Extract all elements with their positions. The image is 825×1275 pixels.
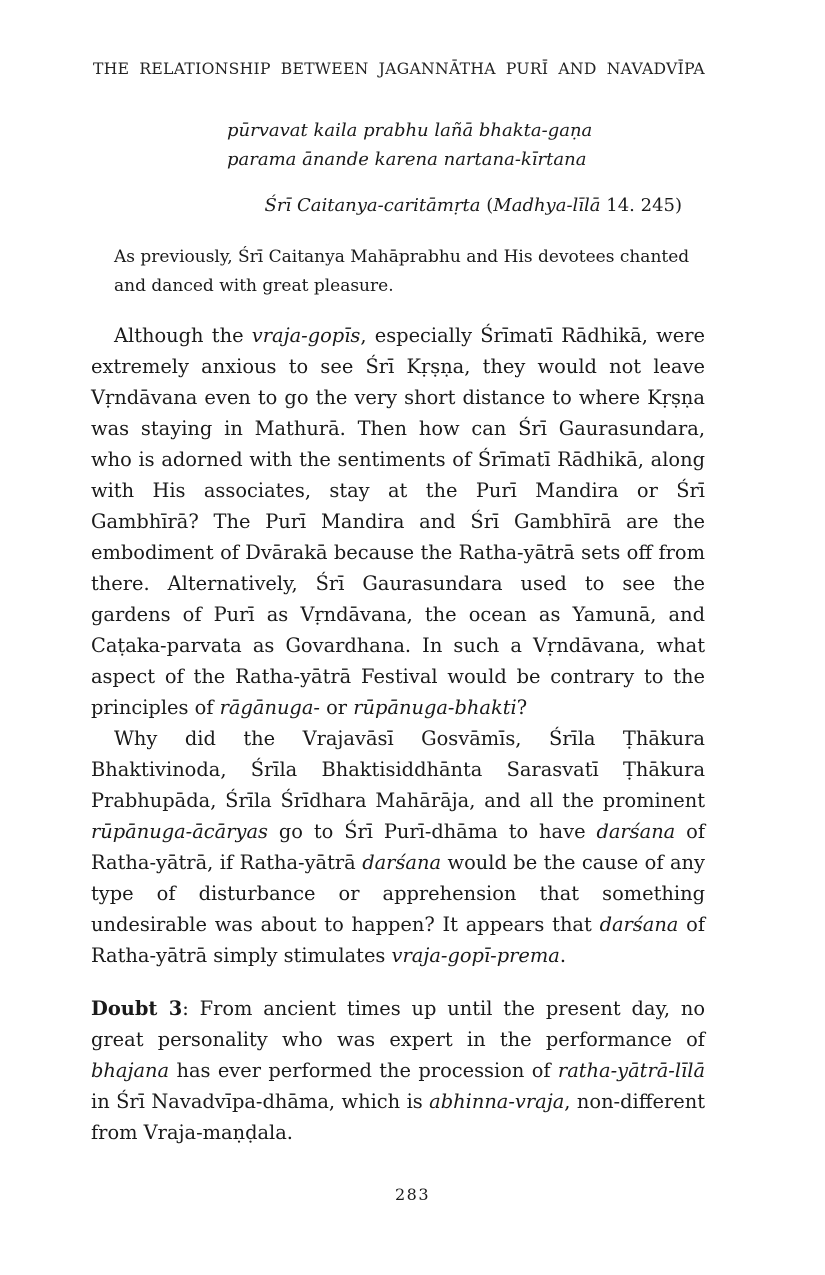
italic-term: ratha-yātrā-līlā	[557, 1059, 705, 1082]
italic-term: bhajana	[91, 1059, 170, 1082]
paragraph-1	[91, 320, 705, 723]
italic-term: rūpānuga-ācāryas	[91, 820, 268, 843]
italic-term: vraja-gopī-prema	[391, 944, 560, 967]
text-run: Why did the Vrajavāsī Gosvāmīs, Śrīla Ṭhākura Bhaktivinoda, Śrīla Bhaktisiddhānta Sarasvatī Ṭhākura Prabhupāda, Śrīla Śrīdhara Mahārāja, and all the prominent	[91, 727, 705, 812]
verse-line-2: parama ānande karena nartana-kīrtana	[227, 149, 587, 170]
italic-term: darśana	[362, 851, 442, 874]
verse-citation	[265, 195, 682, 216]
text-run: go to Śrī Purī-dhāma to have	[267, 820, 597, 843]
text-run: , especially Śrīmatī Rādhikā, were extremely anxious to see Śrī Kṛṣṇa, they would not leave Vṛndāvana even to go the very short distance to where Kṛṣṇa was staying in Mathurā. Then how can Śrī Gaurasundara, who is adorned with the sentiments of Śrīmatī Rādhikā, along with His associates, stay at the Purī Mandira or Śrī Gambhīrā? The Purī Mandira and Śrī Gambhīrā are the embodiment of Dvārakā because the Ratha-yātrā sets off from there. Alternatively, Śrī Gaurasundara used to see the gardens of Purī as Vṛndāvana, the ocean as Yamunā, and Caṭaka-parvata as Govardhana. In such a Vṛndāvana, what aspect of the Ratha-yātrā Festival would be contrary to the principles of	[91, 324, 705, 719]
paragraph-2	[91, 723, 705, 971]
running-header: THE RELATIONSHIP BETWEEN JAGANNĀTHA PURĪ AND NAVADVĪPA	[93, 60, 705, 78]
verse-translation: As previously, Śrī Caitanya Mahāprabhu and His devotees chanted and danced with great pleasure.	[114, 247, 690, 296]
citation-work: Śrī Caitanya-caritāmṛta	[264, 195, 481, 216]
text-run: in Śrī Navadvīpa-dhāma, which is	[91, 1090, 430, 1113]
doubt-paragraph	[91, 993, 705, 1148]
italic-term: darśana	[599, 913, 679, 936]
text-run: .	[559, 944, 566, 967]
italic-term: darśana	[596, 820, 676, 843]
text-run: ?	[516, 696, 528, 719]
text-run: Although the	[114, 324, 252, 347]
italic-term: vraja-gopīs	[251, 324, 361, 347]
citation-reference: 14. 245)	[600, 195, 682, 216]
verse-line-1: pūrvavat kaila prabhu lañā bhakta-gaṇa	[227, 120, 593, 141]
verse-block	[227, 116, 592, 174]
italic-term: rūpānuga-bhakti	[353, 696, 517, 719]
text-run: would be the cause of any type of disturbance or apprehension that something undesirable was about to happen? It appears that	[91, 851, 705, 936]
main-text	[91, 320, 705, 1148]
citation-section: Madhya-līlā	[493, 195, 601, 216]
text-run: , non-different from Vraja-maṇḍala.	[91, 1090, 705, 1144]
doubt-label: Doubt 3	[91, 997, 183, 1020]
text-run: of Ratha-yātrā simply stimulates	[91, 913, 705, 967]
text-run: has ever performed the procession of	[169, 1059, 558, 1082]
text-run: or	[319, 696, 354, 719]
page-number: 283	[394, 1185, 431, 1204]
text-run: : From ancient times up until the present day, no great personality who was expert in the performance of	[91, 997, 705, 1051]
citation-open: (	[480, 195, 494, 216]
text-run: of Ratha-yātrā, if Ratha-yātrā	[91, 820, 705, 874]
italic-term: abhinna-vraja	[429, 1090, 565, 1113]
italic-term: rāgānuga-	[219, 696, 320, 719]
